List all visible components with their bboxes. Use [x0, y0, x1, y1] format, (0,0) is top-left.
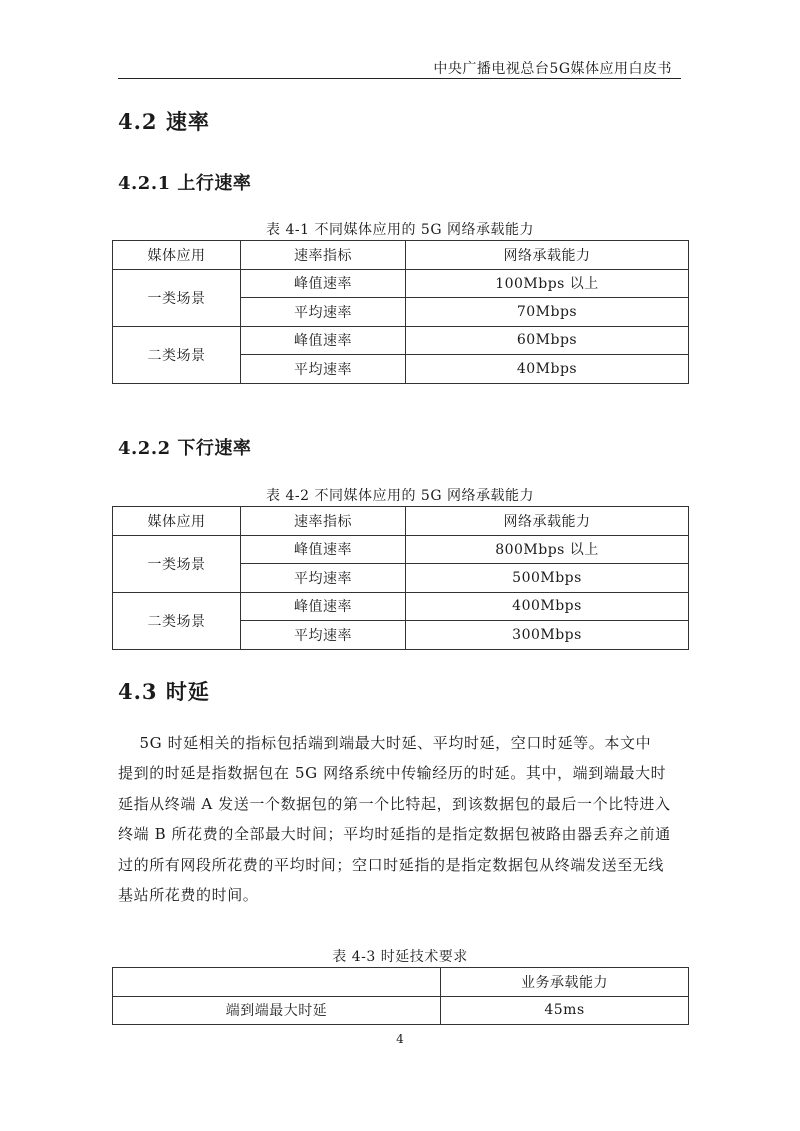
section-heading-4-2-2: 4.2.2 下行速率: [118, 438, 252, 459]
value-cell: 300Mbps: [406, 621, 689, 650]
metric-cell: 峰值速率: [241, 535, 406, 564]
header-rule: [118, 78, 681, 79]
paragraph-line: 终端 B 所花费的全部最大时间；平均时延指的是指定数据包被路由器丢弃之前通: [118, 825, 671, 844]
page-number: 4: [396, 1032, 404, 1046]
metric-cell: 平均速率: [241, 564, 406, 593]
table-header-row: [113, 968, 689, 997]
table-header-cell: 网络承载能力: [406, 507, 689, 536]
table-4-1: [112, 240, 689, 384]
paragraph-line: 5G 时延相关的指标包括端到端最大时延、平均时延，空口时延等。本文中: [118, 734, 652, 752]
table-caption-4-1: 表 4-1 不同媒体应用的 5G 网络承载能力: [266, 222, 534, 238]
value-cell: 40Mbps: [406, 355, 689, 384]
table-header-cell: 速率指标: [241, 241, 406, 270]
paragraph-line: 过的所有网段所花费的平均时间；空口时延指的是指定数据包从终端发送至无线: [118, 855, 665, 874]
paragraph-line: 提到的时延是指数据包在 5G 网络系统中传输经历的时延。其中，端到端最大时: [118, 764, 667, 783]
value-cell: 400Mbps: [406, 592, 689, 621]
label-cell: 端到端最大时延: [113, 996, 441, 1025]
value-cell: 500Mbps: [406, 564, 689, 593]
table-header-cell: 媒体应用: [113, 241, 241, 270]
table-caption-4-2: 表 4-2 不同媒体应用的 5G 网络承载能力: [266, 488, 534, 504]
value-cell: 100Mbps 以上: [406, 269, 689, 298]
metric-cell: 平均速率: [241, 298, 406, 327]
table-row: [113, 592, 689, 621]
table-row: [113, 269, 689, 298]
metric-cell: 峰值速率: [241, 269, 406, 298]
section-heading-4-2: 4.2 速率: [118, 109, 210, 134]
value-cell: 45ms: [441, 996, 689, 1025]
table-caption-4-3: 表 4-3 时延技术要求: [332, 949, 468, 965]
table-row: [113, 996, 689, 1025]
table-header-cell: [113, 968, 441, 997]
scene-cell: 一类场景: [113, 535, 241, 592]
paragraph-line: 基站所花费的时间。: [118, 886, 259, 905]
table-header-cell: 业务承载能力: [441, 968, 689, 997]
value-cell: 70Mbps: [406, 298, 689, 327]
metric-cell: 峰值速率: [241, 592, 406, 621]
table-header-row: [113, 507, 689, 536]
metric-cell: 平均速率: [241, 621, 406, 650]
section-heading-4-3: 4.3 时延: [118, 679, 210, 704]
table-4-2: [112, 506, 689, 650]
scene-cell: 一类场景: [113, 269, 241, 326]
table-header-cell: 网络承载能力: [406, 241, 689, 270]
section-heading-4-2-1: 4.2.1 上行速率: [118, 173, 252, 194]
running-header: 中央广播电视总台5G媒体应用白皮书: [433, 61, 672, 77]
metric-cell: 平均速率: [241, 355, 406, 384]
table-row: [113, 535, 689, 564]
scene-cell: 二类场景: [113, 592, 241, 649]
table-header-cell: 媒体应用: [113, 507, 241, 536]
value-cell: 60Mbps: [406, 326, 689, 355]
paragraph-line: 延指从终端 A 发送一个数据包的第一个比特起，到该数据包的最后一个比特进入: [118, 794, 671, 813]
table-header-row: [113, 241, 689, 270]
table-header-cell: 速率指标: [241, 507, 406, 536]
value-cell: 800Mbps 以上: [406, 535, 689, 564]
metric-cell: 峰值速率: [241, 326, 406, 355]
table-row: [113, 326, 689, 355]
latency-paragraph: [118, 728, 684, 910]
scene-cell: 二类场景: [113, 326, 241, 383]
table-4-3: [112, 967, 689, 1025]
